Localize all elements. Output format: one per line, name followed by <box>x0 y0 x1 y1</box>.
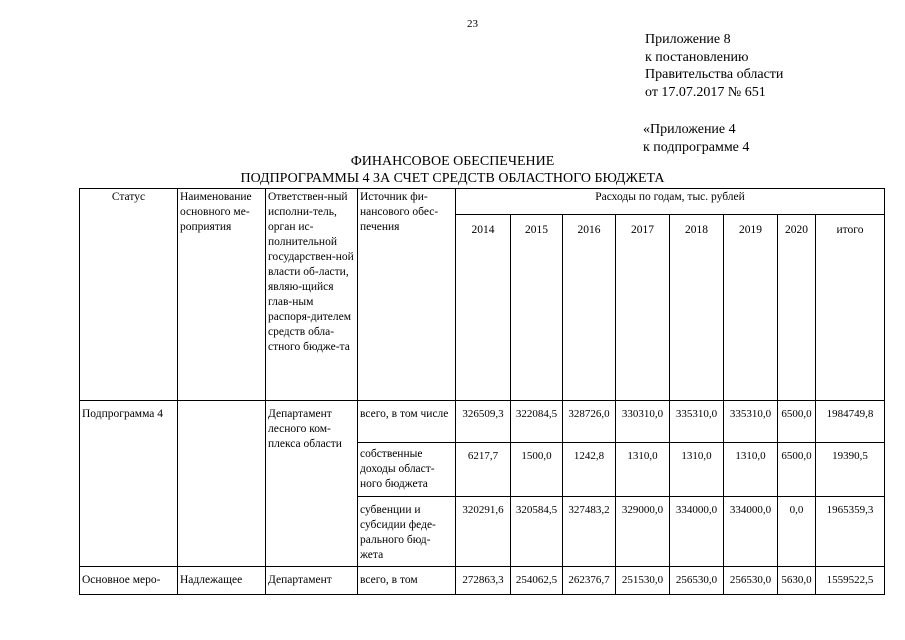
financing-table <box>79 188 885 595</box>
row-status: Основное меро- <box>80 567 178 595</box>
cell-value: 0,0 <box>778 497 816 567</box>
cell-value: 1559522,5 <box>816 567 885 595</box>
cell-value: 328726,0 <box>563 401 616 443</box>
document-title-line-2: ПОДПРОГРАММЫ 4 ЗА СЧЕТ СРЕДСТВ ОБЛАСТНОГО БЮДЖЕТА <box>240 171 665 186</box>
appendix-sub-header <box>643 121 749 156</box>
appendix-line-3: Правительства области <box>645 67 784 82</box>
header-expenses: Расходы по годам, тыс. рублей <box>456 189 885 215</box>
cell-value: 320291,6 <box>456 497 511 567</box>
table-row <box>80 567 885 595</box>
cell-value: 256530,0 <box>670 567 724 595</box>
cell-value: 251530,0 <box>616 567 670 595</box>
cell-value: 334000,0 <box>724 497 778 567</box>
appendix-header <box>645 31 783 101</box>
header-name: Наименование основного ме-роприятия <box>178 189 266 401</box>
row-name <box>178 401 266 567</box>
header-responsible: Ответствен-ный исполни-тель, орган ис-полнительной государствен-ной власти об-ласти, являю-щийся глав-ным распоря-дителем средств обла-стного бюдже-та <box>266 189 358 401</box>
cell-value: 262376,7 <box>563 567 616 595</box>
cell-value: 334000,0 <box>670 497 724 567</box>
header-status: Статус <box>80 189 178 401</box>
cell-value: 6500,0 <box>778 401 816 443</box>
cell-value: 1310,0 <box>616 443 670 497</box>
header-row-1 <box>80 189 885 215</box>
header-year-2016: 2016 <box>563 215 616 401</box>
header-source: Источник фи-нансового обес-печения <box>358 189 456 401</box>
appendix-line-1: Приложение 8 <box>645 32 731 47</box>
cell-value: 335310,0 <box>670 401 724 443</box>
row-status: Подпрограмма 4 <box>80 401 178 567</box>
cell-value: 1984749,8 <box>816 401 885 443</box>
header-year-2018: 2018 <box>670 215 724 401</box>
cell-value: 256530,0 <box>724 567 778 595</box>
cell-value: 1965359,3 <box>816 497 885 567</box>
cell-value: 5630,0 <box>778 567 816 595</box>
cell-value: 329000,0 <box>616 497 670 567</box>
cell-value: 6500,0 <box>778 443 816 497</box>
page-number: 23 <box>467 18 478 30</box>
row-source: всего, в том <box>358 567 456 595</box>
cell-value: 272863,3 <box>456 567 511 595</box>
row-source: собственные доходы област-ного бюджета <box>358 443 456 497</box>
row-name: Надлежащее <box>178 567 266 595</box>
cell-value: 6217,7 <box>456 443 511 497</box>
row-source: субвенции и субсидии феде-рального бюд-жета <box>358 497 456 567</box>
table-row <box>80 401 885 443</box>
row-responsible: Департамент <box>266 567 358 595</box>
header-year-2017: 2017 <box>616 215 670 401</box>
document-title-line-1: ФИНАНСОВОЕ ОБЕСПЕЧЕНИЕ <box>350 154 555 169</box>
appendix-sub-line-1: «Приложение 4 <box>643 122 736 137</box>
cell-value: 19390,5 <box>816 443 885 497</box>
cell-value: 1310,0 <box>670 443 724 497</box>
header-year-2015: 2015 <box>511 215 563 401</box>
cell-value: 335310,0 <box>724 401 778 443</box>
cell-value: 330310,0 <box>616 401 670 443</box>
row-source: всего, в том числе <box>358 401 456 443</box>
cell-value: 327483,2 <box>563 497 616 567</box>
header-total: итого <box>816 215 885 401</box>
cell-value: 320584,5 <box>511 497 563 567</box>
cell-value: 1500,0 <box>511 443 563 497</box>
header-year-2019: 2019 <box>724 215 778 401</box>
cell-value: 1310,0 <box>724 443 778 497</box>
cell-value: 254062,5 <box>511 567 563 595</box>
appendix-sub-line-2: к подпрограмме 4 <box>643 139 750 155</box>
cell-value: 322084,5 <box>511 401 563 443</box>
header-year-2014: 2014 <box>456 215 511 401</box>
appendix-line-2: к постановлению <box>645 49 749 65</box>
header-year-2020: 2020 <box>778 215 816 401</box>
appendix-line-4: от 17.07.2017 № 651 <box>645 84 766 100</box>
cell-value: 326509,3 <box>456 401 511 443</box>
cell-value: 1242,8 <box>563 443 616 497</box>
row-responsible: Департамент лесного ком-плекса области <box>266 401 358 567</box>
